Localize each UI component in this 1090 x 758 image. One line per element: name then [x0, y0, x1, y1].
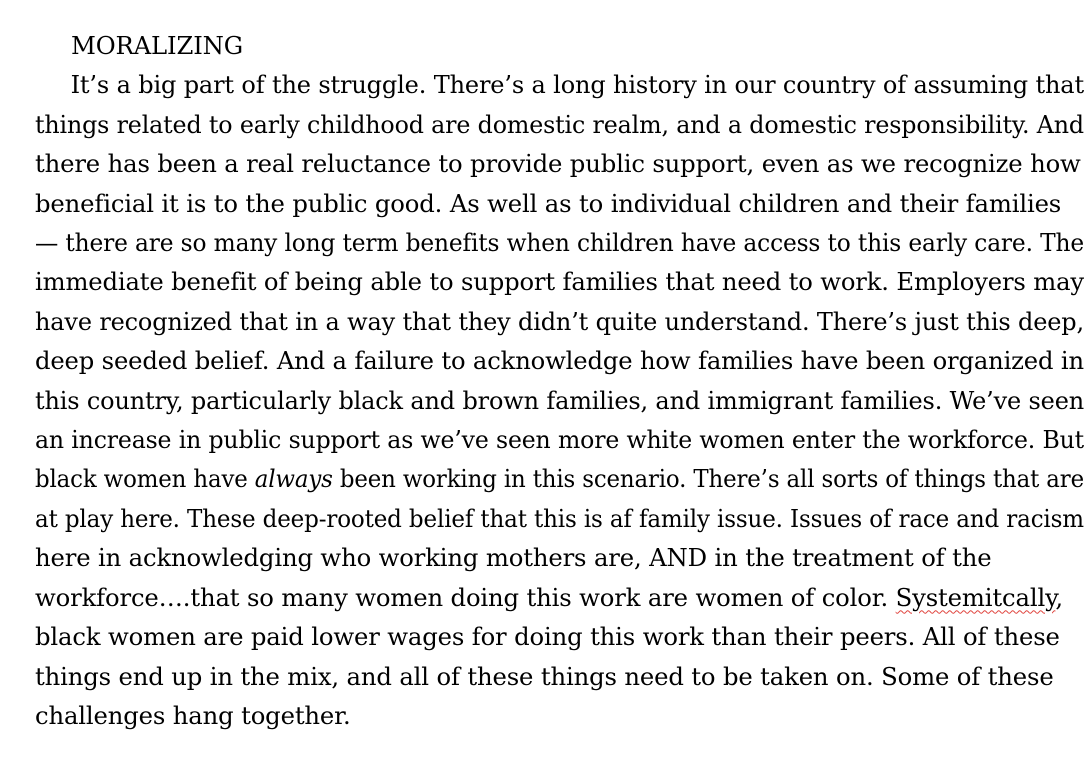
text-line: this country, particularly black and brown families, and immigrant families. We’ve seen: [35, 385, 1085, 415]
text-line: at play here. These deep-rooted belief that this is af family issue. Issues of race and racism: [35, 503, 1084, 533]
text-line: here in acknowledging who working mothers are, AND in the treatment of the: [35, 543, 992, 573]
document-body[interactable]: [35, 26, 1085, 735]
text-line: an increase in public support as we’ve seen more white women enter the workforce. But: [35, 425, 1084, 455]
text-line: there has been a real reluctance to provide public support, even as we recognize how: [35, 149, 1081, 179]
text-line: — there are so many long term benefits when children have access to this early care. The: [35, 228, 1085, 258]
text-line: have recognized that in a way that they didn’t quite understand. There’s just this deep,: [35, 306, 1084, 336]
text-line: immediate benefit of being able to support families that need to work. Employers may: [35, 267, 1084, 297]
text-segment: ,: [1055, 582, 1063, 612]
text-line: things end up in the mix, and all of these things need to be taken on. Some of these: [35, 661, 1054, 691]
text-line-with-emphasis: [35, 459, 1084, 498]
text-line: It’s a big part of the struggle. There’s a long history in our country of assuming that: [70, 70, 1084, 100]
text-line-with-spelling-error: [35, 578, 1075, 617]
text-segment: been working in this scenario. There’s all sorts of things that are: [332, 464, 1084, 494]
misspelled-word[interactable]: Systemitcally: [895, 582, 1056, 612]
text-line: things related to early childhood are domestic realm, and a domestic responsibility. And: [35, 109, 1084, 139]
text-line: deep seeded belief. And a failure to acknowledge how families have been organized in: [35, 346, 1084, 376]
paragraph[interactable]: [35, 65, 1085, 735]
text-segment: black women have: [35, 464, 255, 494]
text-line: challenges hang together.: [35, 700, 351, 730]
text-line: black women are paid lower wages for doing this work than their peers. All of these: [35, 622, 1060, 652]
text-line: beneficial it is to the public good. As well as to individual children and their families: [35, 188, 1062, 218]
text-segment: workforce….that so many women doing this work are women of color.: [35, 582, 896, 612]
section-heading: MORALIZING: [71, 31, 244, 60]
emphasized-word: always: [254, 464, 333, 494]
